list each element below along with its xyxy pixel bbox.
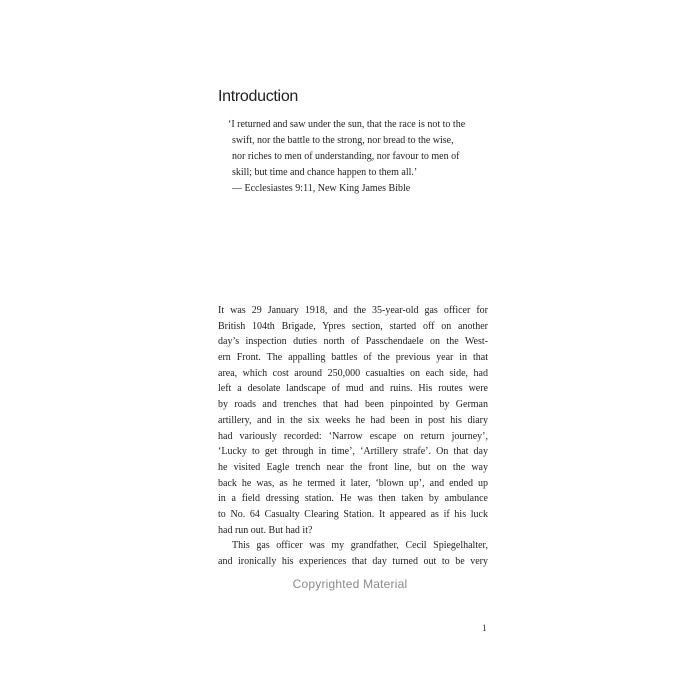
epigraph: [228, 117, 490, 197]
body-line: had run out. But had it?: [218, 524, 313, 536]
body-line: had variously recorded: ‘Narrow escape on return journey’,: [218, 430, 488, 442]
body-line: in a field dressing station. He was then taken by ambulance: [218, 493, 488, 505]
copyright-watermark: Copyrighted Material: [292, 577, 408, 591]
epigraph-line: swift, nor the battle to the strong, nor bread to the wise,: [232, 135, 454, 146]
body-line: It was 29 January 1918, and the 35-year-old gas officer for: [218, 305, 488, 316]
body-line: area, which cost around 250,000 casualties on each side, had: [218, 367, 488, 379]
body-line: left a desolate landscape of mud and ruins. His routes were: [218, 383, 488, 395]
chapter-title: Introduction: [218, 88, 299, 105]
epigraph-attribution: — Ecclesiastes 9:11, New King James Bible: [232, 183, 411, 194]
body-line: day’s inspection duties north of Passchendaele on the West-: [218, 336, 488, 348]
epigraph-line: nor riches to men of understanding, nor favour to men of: [232, 151, 460, 162]
body-line: he visited Eagle trench near the front line, but on the way: [218, 461, 488, 473]
body-line: and ironically his experiences that day turned out to be very: [218, 556, 488, 567]
body-line: ern Front. The appalling battles of the previous year in that: [218, 352, 488, 364]
body-text: [218, 303, 488, 570]
epigraph-line: ‘I returned and saw under the sun, that the race is not to the: [228, 119, 466, 130]
body-line: by roads and trenches that had been pinpointed by German: [218, 399, 488, 411]
body-line: ‘Lucky to get through in time’, ‘Artillery strafe’. On that day: [218, 446, 488, 458]
page-number: 1: [482, 623, 487, 633]
epigraph-quote: [228, 117, 490, 181]
body-line: back he was, as he termed it later, ‘blown up’, and ended up: [218, 477, 488, 489]
body-line: British 104th Brigade, Ypres section, started off on another: [218, 320, 488, 332]
body-line: This gas officer was my grandfather, Cecil Spiegelhalter,: [232, 540, 488, 552]
body-line: artillery, and in the six weeks he had been in post his diary: [218, 414, 488, 426]
epigraph-line: skill; but time and chance happen to them all.’: [232, 167, 418, 178]
body-line: to No. 64 Casualty Clearing Station. It appeared as if his luck: [218, 508, 488, 520]
